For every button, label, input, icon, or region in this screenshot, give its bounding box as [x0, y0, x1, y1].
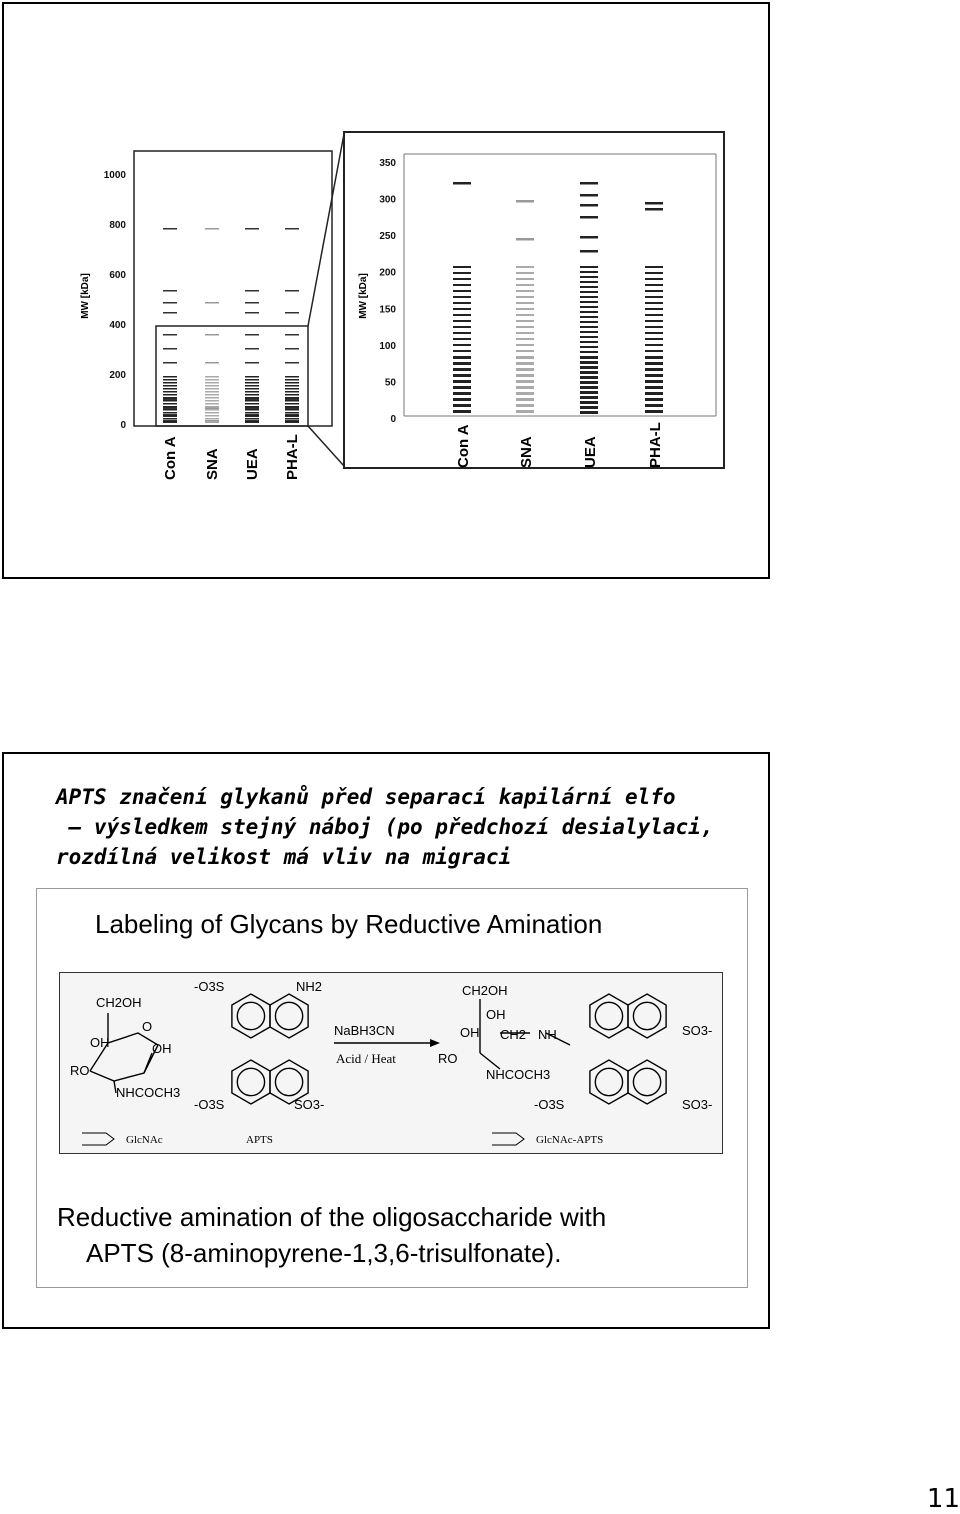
gel-band	[516, 332, 534, 334]
gel-band	[453, 314, 471, 316]
gel-band	[245, 412, 259, 414]
gel-band	[453, 386, 471, 389]
gel-band	[245, 362, 259, 364]
gel-band	[645, 278, 663, 280]
gel-band	[453, 320, 471, 322]
heading-line: – výsledkem stejný náboj (po předchozí desialylaci,	[56, 815, 714, 839]
left-y-axis-label: MW [kDa]	[80, 273, 91, 319]
gel-band	[285, 382, 299, 384]
gel-band	[245, 415, 259, 417]
gel-band	[580, 311, 598, 313]
caption-line: Reductive amination of the oligosaccharide with	[57, 1202, 607, 1232]
gel-band	[205, 334, 219, 336]
right-y-tick-label: 150	[379, 304, 396, 316]
gel-band	[245, 290, 259, 292]
gel-band	[516, 356, 534, 359]
gel-band	[285, 406, 299, 408]
gel-band	[285, 362, 299, 364]
gel-band	[580, 204, 598, 207]
gel-band	[245, 312, 259, 314]
glcnac-group: OH	[152, 1041, 172, 1056]
heading-line: rozdílná velikost má vliv na migraci	[56, 845, 512, 869]
gel-band	[453, 410, 471, 413]
gel-band	[645, 332, 663, 334]
aromatic-circle	[633, 1068, 660, 1095]
gel-band	[453, 284, 471, 286]
gel-band	[205, 228, 219, 230]
gel-band	[453, 332, 471, 334]
gel-band	[205, 376, 219, 378]
gel-band	[163, 388, 177, 390]
gel-band	[516, 290, 534, 292]
gel-band	[580, 396, 598, 399]
scheme-label: APTS	[246, 1134, 273, 1146]
right-plot-frame	[344, 132, 724, 468]
gel-band	[645, 290, 663, 292]
gel-band	[645, 380, 663, 383]
right-y-tick-label: 50	[384, 377, 396, 389]
right-lane-label: Con A	[455, 424, 472, 468]
product-group: CH2	[500, 1027, 527, 1042]
right-y-axis-label: MW [kDa]	[358, 273, 369, 319]
gel-band	[205, 391, 219, 393]
gel-band	[516, 314, 534, 316]
aromatic-circle	[275, 1002, 302, 1029]
gel-band	[163, 302, 177, 304]
gel-band	[580, 236, 598, 239]
gel-band	[580, 391, 598, 394]
page-number: 11	[926, 1484, 960, 1514]
gel-band	[453, 296, 471, 298]
gel-band	[245, 418, 259, 420]
reductive-amination-panel	[36, 888, 748, 1288]
gel-band	[453, 278, 471, 280]
gel-band	[205, 403, 219, 405]
gel-band	[645, 308, 663, 310]
gel-band	[580, 356, 598, 359]
gel-band	[245, 302, 259, 304]
gel-band	[205, 409, 219, 411]
product-group: SO3-	[682, 1097, 713, 1112]
left-y-tick-label: 200	[109, 370, 126, 381]
gel-band	[205, 412, 219, 414]
gel-band	[163, 376, 177, 378]
gel-band	[580, 194, 598, 197]
gel-band	[580, 250, 598, 253]
gel-band	[453, 266, 471, 268]
gel-band	[580, 381, 598, 384]
gel-band	[453, 182, 471, 185]
gel-band	[580, 406, 598, 409]
gel-band	[580, 276, 598, 278]
heading-line: APTS značení glykanů před separací kapilární elfo	[56, 785, 676, 809]
gel-band	[580, 326, 598, 328]
gel-band	[645, 338, 663, 340]
gel-band	[516, 338, 534, 340]
gel-band	[580, 296, 598, 298]
gel-band	[163, 382, 177, 384]
gel-band	[163, 385, 177, 387]
product-group: -O3S	[534, 1097, 565, 1112]
gel-band	[645, 202, 663, 205]
gel-band	[163, 421, 177, 423]
gel-band	[516, 296, 534, 298]
aromatic-circle	[237, 1068, 264, 1095]
left-y-tick-label: 600	[109, 270, 126, 281]
gel-band	[453, 398, 471, 401]
gel-band	[645, 266, 663, 268]
gel-band	[645, 374, 663, 377]
left-lane-label: SNA	[204, 448, 221, 480]
gel-band	[580, 371, 598, 374]
gel-band	[580, 182, 598, 185]
gel-band	[580, 386, 598, 389]
gel-band	[645, 314, 663, 316]
gel-band	[516, 386, 534, 389]
gel-band	[516, 368, 534, 371]
gel-band	[645, 356, 663, 359]
gel-band	[163, 334, 177, 336]
gel-band	[645, 344, 663, 346]
right-y-tick-label: 300	[379, 194, 396, 206]
gel-band	[580, 341, 598, 343]
gel-band	[205, 397, 219, 399]
gel-band	[645, 362, 663, 365]
gel-band	[580, 321, 598, 323]
gel-band	[453, 392, 471, 395]
gel-band	[285, 334, 299, 336]
gel-band	[163, 312, 177, 314]
gel-band	[516, 362, 534, 365]
gel-band	[245, 400, 259, 402]
gel-band	[516, 320, 534, 322]
apts-group: SO3-	[294, 1097, 325, 1112]
aromatic-circle	[275, 1068, 302, 1095]
gel-band	[645, 272, 663, 274]
left-y-tick-label: 400	[109, 320, 126, 331]
product-group: CH2OH	[462, 983, 508, 998]
gel-band	[580, 336, 598, 338]
gel-band	[645, 386, 663, 389]
gel-band	[285, 312, 299, 314]
conditions-label: Acid / Heat	[336, 1051, 396, 1066]
gel-band	[453, 368, 471, 371]
gel-band	[516, 374, 534, 377]
aromatic-circle	[595, 1002, 622, 1029]
glcnac-group: RO	[70, 1063, 90, 1078]
gel-band	[645, 320, 663, 322]
gel-band	[580, 281, 598, 283]
gel-band	[645, 208, 663, 211]
panel-title: Labeling of Glycans by Reductive Amination	[95, 909, 603, 939]
gel-band	[645, 296, 663, 298]
apts-group: -O3S	[194, 979, 225, 994]
gel-band	[453, 374, 471, 377]
left-y-tick-label: 1000	[103, 170, 126, 181]
gel-band	[163, 348, 177, 350]
gel-band	[245, 406, 259, 408]
right-lane-label: PHA-L	[647, 422, 664, 468]
gel-band	[163, 406, 177, 408]
product-pyrene-structure	[590, 994, 666, 1104]
left-lane-label: PHA-L	[284, 434, 301, 480]
gel-band	[285, 403, 299, 405]
gel-band	[163, 362, 177, 364]
gel-band	[645, 284, 663, 286]
glcnac-group: NHCOCH3	[116, 1085, 181, 1100]
gel-band	[580, 266, 598, 268]
gel-band	[245, 421, 259, 423]
gel-band	[645, 302, 663, 304]
gel-band	[516, 392, 534, 395]
gel-band	[453, 344, 471, 346]
gel-band	[163, 379, 177, 381]
gel-band	[205, 379, 219, 381]
gel-band	[516, 350, 534, 352]
gel-band	[245, 379, 259, 381]
gel-band	[516, 398, 534, 401]
gel-band	[285, 400, 299, 402]
gel-band	[163, 412, 177, 414]
gel-band	[453, 338, 471, 340]
gel-band	[580, 286, 598, 288]
gel-band	[580, 301, 598, 303]
gel-band	[453, 326, 471, 328]
gel-band	[205, 421, 219, 423]
gel-band	[580, 376, 598, 379]
gel-band	[245, 409, 259, 411]
gel-band	[285, 397, 299, 399]
gel-band	[205, 302, 219, 304]
gel-band	[580, 316, 598, 318]
gel-band	[285, 418, 299, 420]
aromatic-circle	[595, 1068, 622, 1095]
gel-band	[516, 284, 534, 286]
glcnac-group: O	[142, 1019, 153, 1034]
gel-band	[245, 334, 259, 336]
gel-band	[285, 290, 299, 292]
gel-band	[453, 380, 471, 383]
right-y-tick-label: 0	[390, 414, 396, 425]
zoom-connector-bottom	[308, 426, 344, 466]
gel-band	[516, 266, 534, 268]
gel-band	[163, 290, 177, 292]
gel-band	[205, 415, 219, 417]
gel-band	[205, 394, 219, 396]
gel-band	[453, 404, 471, 407]
gel-band	[285, 379, 299, 381]
gel-band	[285, 394, 299, 396]
gel-band	[516, 308, 534, 310]
gel-band	[645, 398, 663, 401]
gel-band	[285, 421, 299, 423]
gel-band	[245, 228, 259, 230]
left-lane-label: UEA	[244, 448, 261, 480]
gel-band	[645, 410, 663, 413]
glcnac-group: OH	[90, 1035, 110, 1050]
gel-band	[580, 306, 598, 308]
product-group: SO3-	[682, 1023, 713, 1038]
gel-band	[245, 382, 259, 384]
gel-band	[163, 415, 177, 417]
gel-band	[580, 366, 598, 369]
gel-band	[205, 385, 219, 387]
gel-band	[163, 228, 177, 230]
right-lane-label: UEA	[582, 436, 599, 468]
glcnac-group: CH2OH	[96, 995, 142, 1010]
gel-band	[453, 356, 471, 359]
gel-band	[285, 388, 299, 390]
reagent-label: NaBH3CN	[334, 1023, 395, 1038]
product-group: OH	[460, 1025, 480, 1040]
gel-band	[245, 348, 259, 350]
gel-band	[453, 350, 471, 352]
gel-band	[580, 331, 598, 333]
right-y-tick-label: 350	[379, 158, 396, 169]
gel-band	[285, 228, 299, 230]
gel-band	[645, 326, 663, 328]
gel-band	[580, 271, 598, 273]
gel-band	[285, 409, 299, 411]
product-group: OH	[486, 1007, 506, 1022]
right-lane-label: SNA	[518, 436, 535, 468]
gel-band	[163, 397, 177, 399]
aromatic-circle	[633, 1002, 660, 1029]
gel-band	[285, 385, 299, 387]
gel-band	[580, 361, 598, 364]
gel-band	[245, 394, 259, 396]
scheme-label: GlcNAc	[126, 1134, 163, 1146]
gel-band	[580, 216, 598, 219]
gel-band	[645, 350, 663, 352]
gel-band	[205, 406, 219, 408]
gel-band	[580, 411, 598, 414]
gel-band	[163, 394, 177, 396]
gel-band	[516, 410, 534, 413]
gel-band	[516, 238, 534, 241]
right-y-tick-label: 250	[379, 231, 396, 243]
gel-band	[245, 391, 259, 393]
gel-band	[516, 272, 534, 274]
product-group: NHCOCH3	[486, 1067, 551, 1082]
gel-band	[163, 400, 177, 402]
gel-band	[453, 362, 471, 365]
apts-group: NH2	[296, 979, 323, 994]
gel-band	[205, 362, 219, 364]
scheme-caption	[57, 1199, 606, 1271]
gel-band	[453, 272, 471, 274]
left-plot-frame	[134, 151, 332, 426]
slide-gel-figure	[2, 2, 770, 579]
gel-band	[245, 388, 259, 390]
reaction-scheme	[59, 972, 723, 1154]
caption-line: APTS (8-aminopyrene-1,3,6-trisulfonate).	[86, 1238, 562, 1268]
gel-figure	[4, 4, 768, 577]
gel-band	[516, 344, 534, 346]
scheme-label: GlcNAc-APTS	[536, 1134, 604, 1146]
gel-band	[516, 326, 534, 328]
gel-band	[285, 348, 299, 350]
reaction-scheme-drawing	[60, 973, 722, 1153]
left-y-tick-label: 0	[120, 420, 126, 431]
arrow-head	[430, 1039, 440, 1047]
gel-band	[245, 397, 259, 399]
gel-band	[453, 308, 471, 310]
apts-group: -O3S	[194, 1097, 225, 1112]
gel-band	[645, 404, 663, 407]
gel-band	[285, 412, 299, 414]
right-y-tick-label: 200	[379, 267, 396, 279]
gel-band	[580, 291, 598, 293]
right-y-tick-label: 100	[379, 340, 396, 352]
apts-pyrene-structure	[232, 994, 308, 1104]
product-group: NH	[538, 1027, 557, 1042]
gel-band	[163, 403, 177, 405]
slide-apts-labeling	[2, 752, 770, 1329]
slide-heading	[56, 782, 756, 872]
aromatic-circle	[237, 1002, 264, 1029]
gel-band	[645, 368, 663, 371]
gel-band	[645, 392, 663, 395]
gel-band	[516, 380, 534, 383]
gel-band	[205, 418, 219, 420]
gel-band	[163, 409, 177, 411]
gel-band	[580, 351, 598, 353]
gel-band	[285, 415, 299, 417]
gel-band	[163, 391, 177, 393]
gel-band	[516, 200, 534, 203]
gel-band	[516, 404, 534, 407]
gel-band	[285, 391, 299, 393]
gel-band	[205, 388, 219, 390]
gel-band	[245, 403, 259, 405]
gel-band	[453, 302, 471, 304]
left-y-tick-label: 800	[109, 220, 126, 231]
left-lane-label: Con A	[162, 436, 179, 480]
gel-band	[285, 376, 299, 378]
gel-band	[245, 376, 259, 378]
gel-band	[580, 346, 598, 348]
gel-band	[205, 400, 219, 402]
gel-band	[205, 382, 219, 384]
gel-band	[163, 418, 177, 420]
gel-band	[516, 302, 534, 304]
gel-band	[516, 278, 534, 280]
product-group: RO	[438, 1051, 458, 1066]
gel-band	[453, 290, 471, 292]
gel-band	[580, 401, 598, 404]
gel-band	[245, 385, 259, 387]
